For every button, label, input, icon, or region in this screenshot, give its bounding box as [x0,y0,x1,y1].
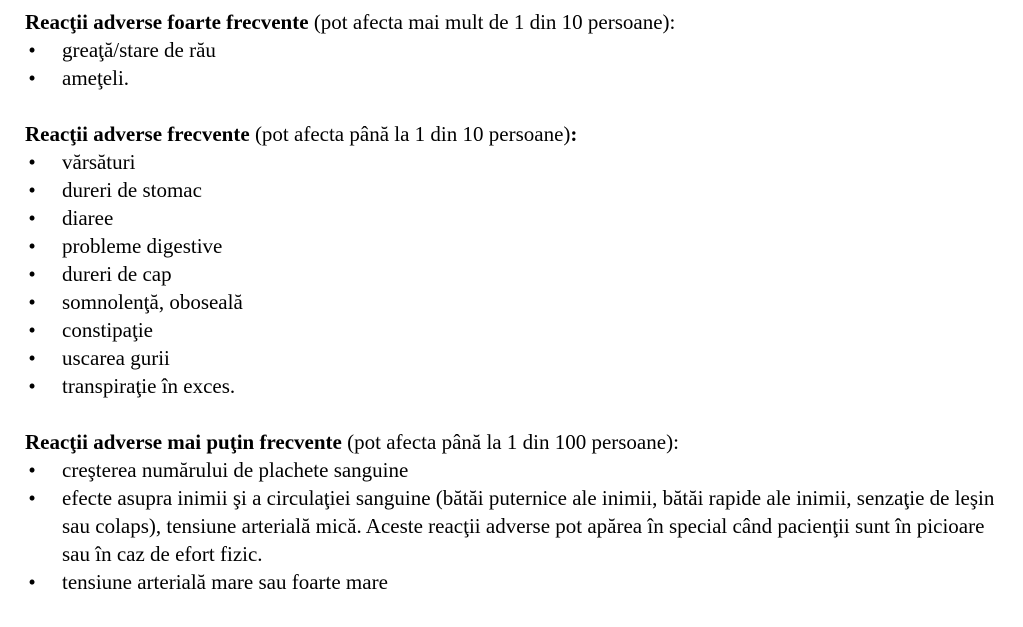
list-item-text: ameţeli. [62,66,130,90]
list-item [25,288,1007,316]
bullet-icon: • [28,66,36,90]
bullet-icon: • [28,570,36,594]
section-subtitle: (pot afecta mai mult de 1 din 10 persoane): [308,10,676,34]
bullet-icon: • [28,206,36,230]
list-item-text: constipaţie [62,318,153,342]
list-item [25,176,1007,204]
list-item [25,64,1007,92]
list-item-text: efecte asupra inimii şi a circulaţiei sanguine (bătăi puternice ale inimii, bătăi rapide ale inimii, senzaţie de leşin sau colaps), tensiune arterială mică. Aceste reacţii adverse pot apărea în special când pacienţii sunt în picioare sau în caz de efort fizic. [62,486,995,566]
list-item-text: dureri de cap [62,262,172,286]
side-effects-list [25,148,1007,400]
list-item-text: greaţă/stare de rău [62,38,216,62]
side-effects-list [25,36,1007,92]
list-item-text: dureri de stomac [62,178,202,202]
section-title: Reacţii adverse foarte frecvente [25,10,309,34]
section-subtitle: (pot afecta până la 1 din 10 persoane) [249,122,571,146]
list-item-text: uscarea gurii [62,346,170,370]
list-item [25,344,1007,372]
section-heading [25,428,1007,456]
section-heading [25,8,1007,36]
section-heading [25,120,1007,148]
list-item [25,316,1007,344]
bullet-icon: • [28,486,36,510]
bullet-icon: • [28,178,36,202]
list-item [25,568,1007,596]
bullet-icon: • [28,458,36,482]
list-item [25,372,1007,400]
list-item [25,148,1007,176]
list-item-text: somnolenţă, oboseală [62,290,243,314]
list-item-text: vărsături [62,150,136,174]
list-item [25,232,1007,260]
section-title: Reacţii adverse mai puţin frecvente [25,430,342,454]
list-item-text: creşterea numărului de plachete sanguine [62,458,409,482]
section-title: Reacţii adverse frecvente [25,122,250,146]
bullet-icon: • [28,374,36,398]
list-item-text: transpiraţie în exces. [62,374,236,398]
list-item [25,456,1007,484]
bullet-icon: • [28,318,36,342]
list-item [25,204,1007,232]
list-item [25,484,1007,568]
list-item-text: diaree [62,206,114,230]
section-common [25,120,1007,400]
bullet-icon: • [28,290,36,314]
bullet-icon: • [28,346,36,370]
bullet-icon: • [28,38,36,62]
list-item-text: probleme digestive [62,234,223,258]
bullet-icon: • [28,150,36,174]
side-effects-list [25,456,1007,596]
section-subtitle: (pot afecta până la 1 din 100 persoane): [341,430,679,454]
list-item [25,36,1007,64]
section-uncommon [25,428,1007,596]
section-very-common [25,8,1007,92]
list-item [25,260,1007,288]
list-item-text: tensiune arterială mare sau foarte mare [62,570,388,594]
bullet-icon: • [28,234,36,258]
section-subtitle-colon: : [570,122,578,146]
bullet-icon: • [28,262,36,286]
